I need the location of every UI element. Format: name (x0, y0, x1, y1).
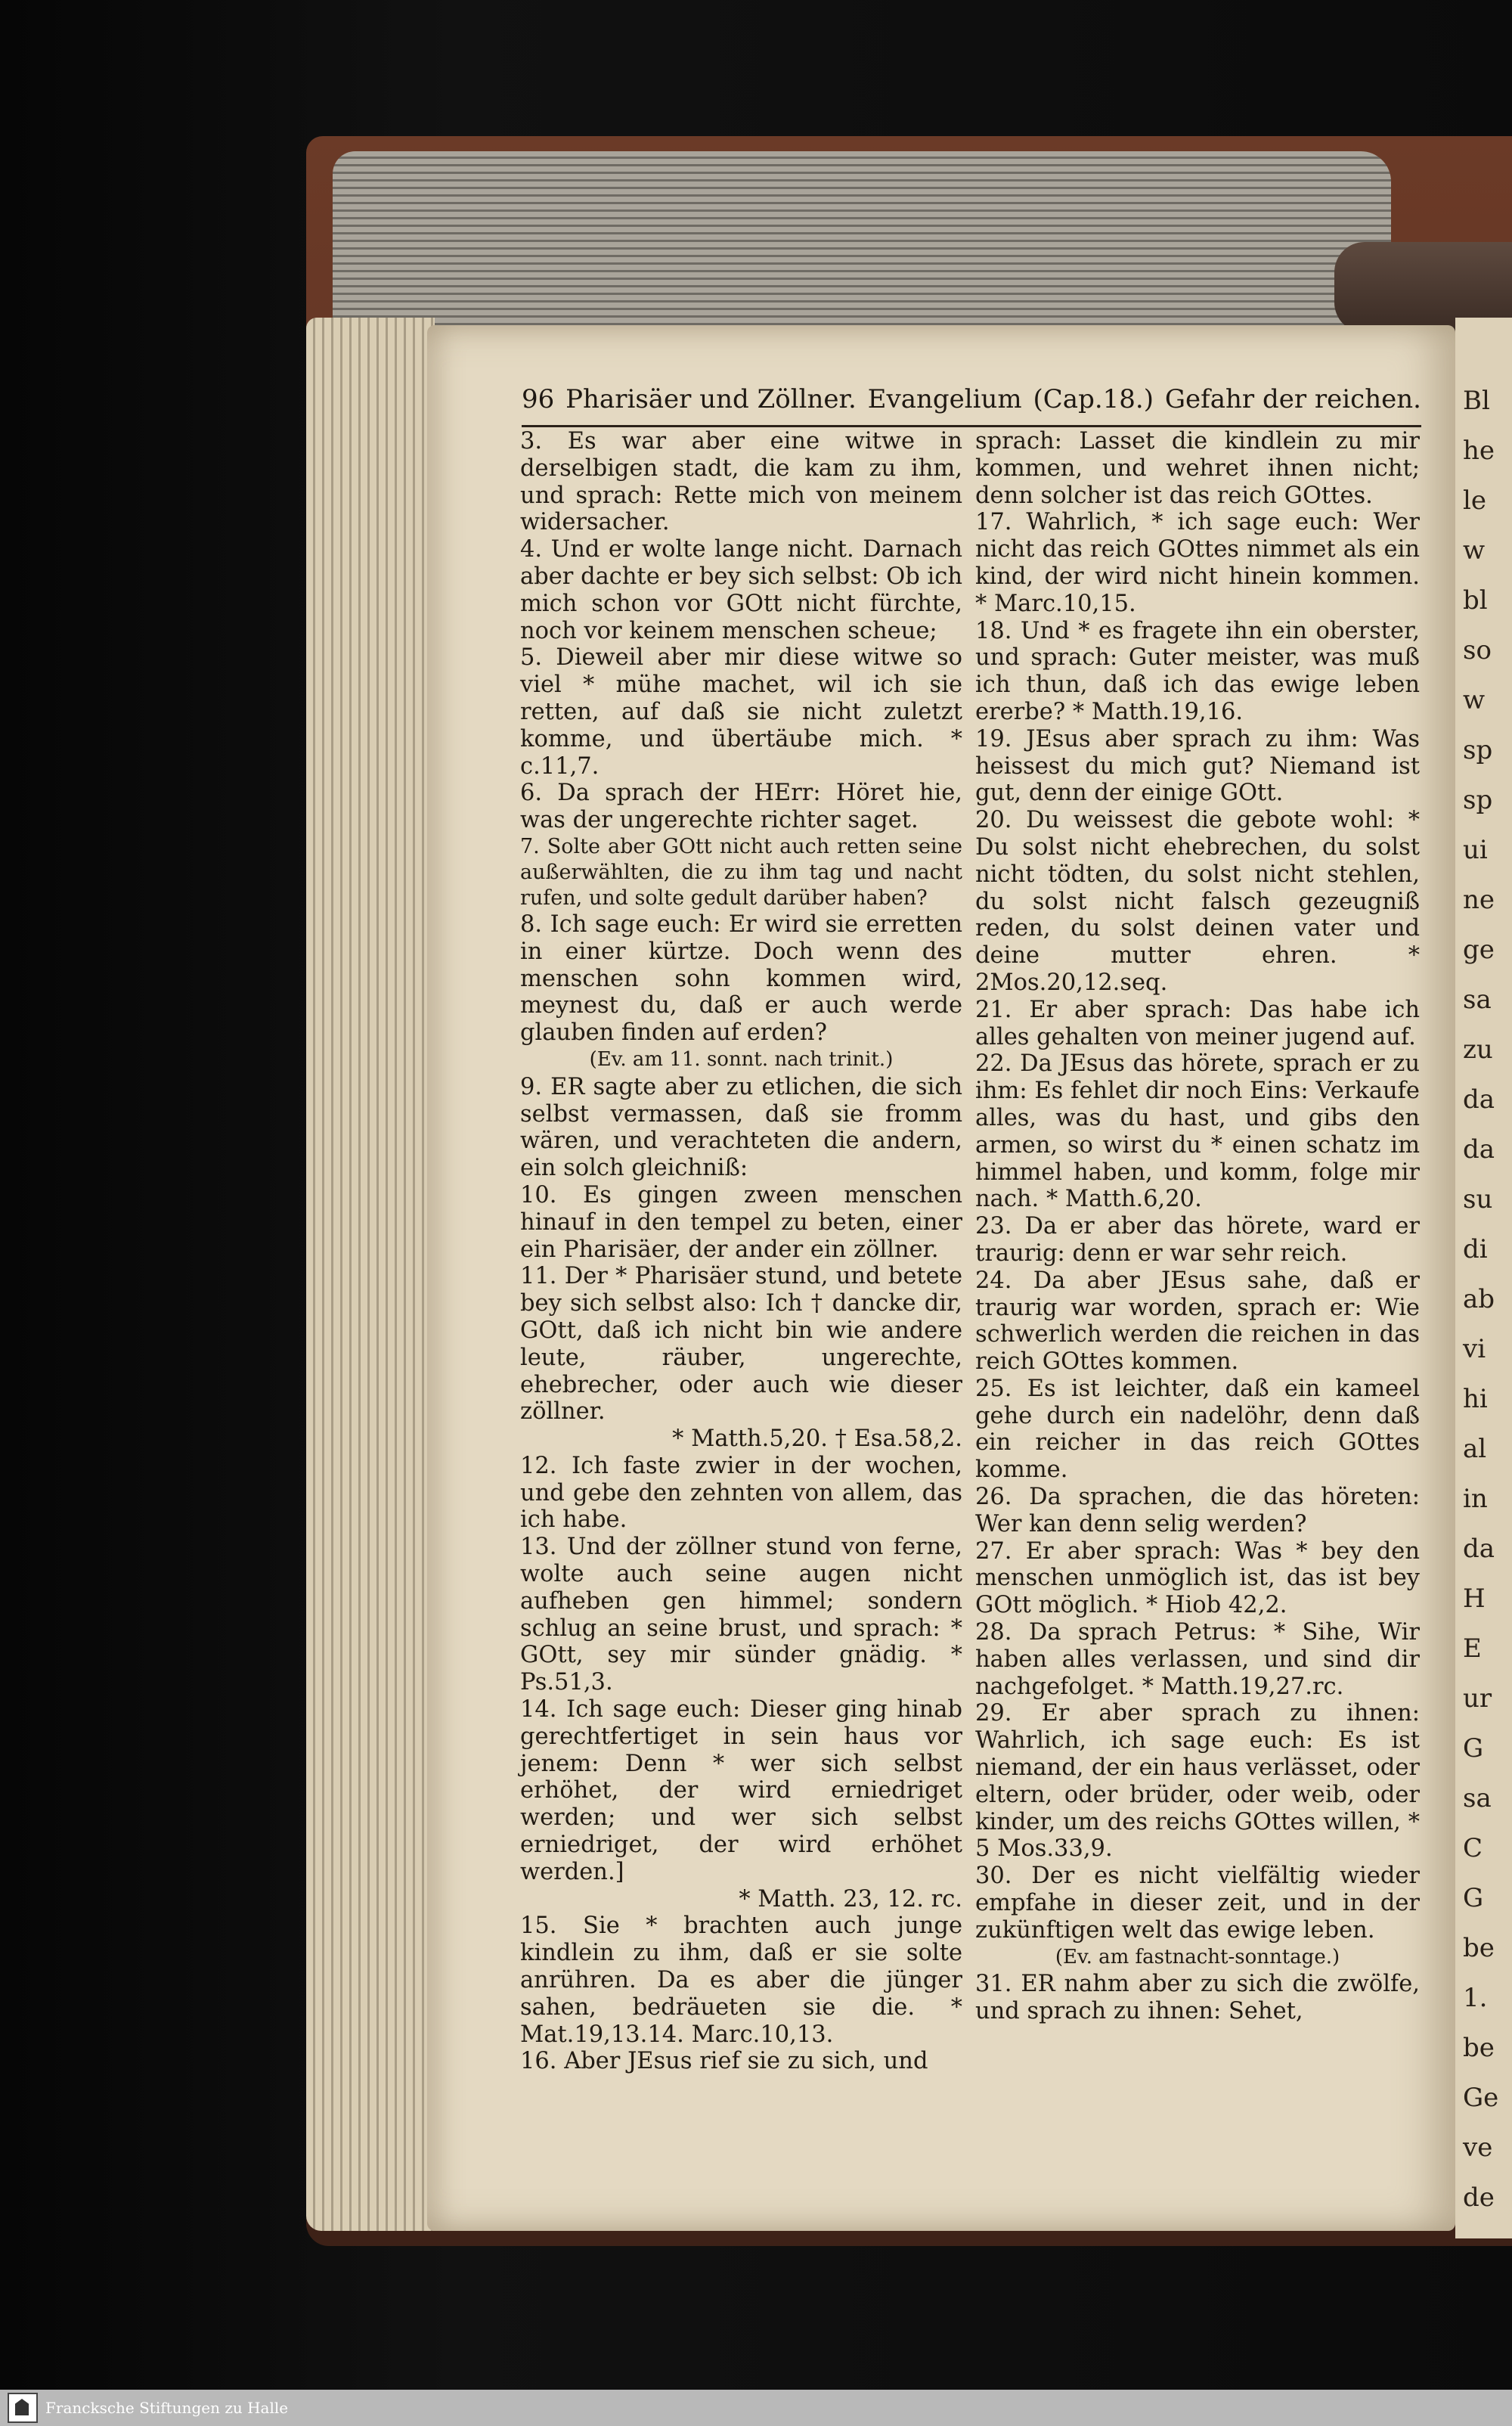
verse: 28. Da sprach Petrus: * Sihe, Wir haben alles verlassen, und sind dir nachgefolget. * Matth.19,27.rc. (975, 1619, 1420, 1700)
running-head (522, 384, 1421, 427)
facing-page-fragment: G (1463, 1883, 1484, 1913)
cross-reference: * Matth. 23, 12. rc. (739, 1885, 962, 1913)
page-number: 96 (522, 384, 555, 414)
verse: 21. Er aber sprach: Das habe ich alles gehalten von meiner jugend auf. (975, 996, 1420, 1050)
facing-page-fragment: in (1463, 1484, 1488, 1514)
verse: 29. Er aber sprach zu ihnen: Wahrlich, ich sage euch: Es ist niemand, der ein haus verlässet, oder eltern, oder brüder, oder weib, oder kinder, um des reichs GOttes willen, * 5 Mos.33,9. (975, 1700, 1420, 1863)
facing-page-fragment: da (1463, 1134, 1495, 1165)
facing-page-edge (1455, 318, 1512, 2238)
facing-page-fragment: ge (1463, 935, 1495, 965)
facing-page-fragment: E (1463, 1633, 1482, 1664)
footer-bar (0, 2390, 1512, 2426)
left-column (520, 428, 962, 2075)
facing-page-fragment: zu (1463, 1035, 1493, 1065)
facing-page-fragment: da (1463, 1084, 1495, 1115)
facing-page-fragment: le (1463, 486, 1486, 516)
verse: 26. Da sprachen, die das höreten: Wer kan denn selig werden? (975, 1484, 1420, 1537)
verse: 19. JEsus aber sprach zu ihm: Was heissest du mich gut? Niemand ist gut, denn der einige GOtt. (975, 725, 1420, 807)
verse: 12. Ich faste zwier in der wochen, und gebe den zehnten von allem, das ich habe. (520, 1452, 962, 1534)
head-chapter: (Cap.18.) (1033, 384, 1154, 414)
facing-page-fragment: he (1463, 436, 1495, 466)
verse: 9. ER sagte aber zu etlichen, die sich selbst vermassen, daß sie fromm wären, und verachteten die andern, ein solch gleichniß: (520, 1073, 962, 1182)
institution-logo-icon (8, 2393, 38, 2423)
facing-page-fragment: H (1463, 1584, 1486, 1614)
facing-page-fragment: 1. (1463, 1983, 1488, 2013)
verse: 16. Aber JEsus rief sie zu sich, und (520, 2048, 928, 2075)
facing-page-fragment: su (1463, 1184, 1493, 1215)
verse: 7. Solte aber GOtt nicht auch retten seine außerwählten, die zu ihm tag und nacht rufen, und solte gedult darüber haben? (520, 834, 962, 910)
head-right: Gefahr der reichen. (1164, 384, 1421, 414)
facing-page-fragment: Ge (1463, 2083, 1499, 2113)
verse: 27. Er aber sprach: Was * bey den menschen unmöglich ist, das ist bey GOtt möglich. * Hiob 42,2. (975, 1537, 1420, 1619)
page-edges-top (333, 151, 1391, 325)
facing-page-fragment: sp (1463, 785, 1493, 815)
head-left: Pharisäer und Zöllner. (565, 384, 857, 414)
facing-page-fragment: de (1463, 2182, 1495, 2213)
verse: 10. Es gingen zween menschen hinauf in den tempel zu beten, einer ein Pharisäer, der ander ein zöllner. (520, 1181, 962, 1263)
facing-page-fragment: G (1463, 1733, 1484, 1764)
verse: 24. Da aber JEsus sahe, daß er traurig war worden, sprach er: Wie schwerlich werden die reichen in das reich GOttes kommen. (975, 1267, 1420, 1376)
facing-page-fragment: ab (1463, 1284, 1495, 1314)
facing-page-fragment: hi (1463, 1384, 1488, 1414)
verse: 31. ER nahm aber zu sich die zwölfe, und sprach zu ihnen: Sehet, (975, 1971, 1420, 2025)
facing-page-fragment: w (1463, 535, 1486, 566)
verse: 30. Der es nicht vielfältig wieder empfahe in dieser zeit, und in der zukünftigen welt das ewige leben. (975, 1863, 1420, 1944)
verse: 20. Du weissest die gebote wohl: * Du solst nicht ehebrechen, du solst nicht tödten, du solst nicht stehlen, du solst nicht falsch gezeugniß reden, du solst deinen vater und deine mutter ehren. * 2Mos.20,12.seq. (975, 807, 1420, 996)
facing-page-fragment: w (1463, 685, 1486, 715)
facing-page-fragment: Bl (1463, 386, 1490, 416)
head-center: Evangelium (867, 384, 1022, 414)
facing-page-fragment: ne (1463, 885, 1495, 915)
section-heading: (Ev. am fastnacht-sonntage.) (1055, 1945, 1340, 1968)
verse: 17. Wahrlich, * ich sage euch: Wer nicht das reich GOttes nimmet als ein kind, der wird nicht hinein kommen. * Marc.10,15. (975, 509, 1420, 617)
facing-page-fragment: bl (1463, 585, 1488, 616)
facing-page-fragment: ui (1463, 835, 1488, 865)
footer-credit: Francksche Stiftungen zu Halle (45, 2399, 289, 2417)
verse: 11. Der * Pharisäer stund, und betete bey sich selbst also: Ich † dancke dir, GOtt, daß ich nicht bin wie andere leute, räuber, ungerechte, ehebrecher, oder auch wie dieser zöllner. (520, 1263, 962, 1426)
facing-page-fragment: sa (1463, 1783, 1492, 1813)
facing-page-fragment: di (1463, 1234, 1488, 1264)
facing-page-fragment: be (1463, 2033, 1495, 2063)
verse: 23. Da er aber das hörete, ward er traurig: denn er war sehr reich. (975, 1213, 1420, 1267)
verse: 18. Und * es fragete ihn ein oberster, und sprach: Guter meister, was muß ich thun, daß ich das ewige leben ererbe? * Matth.19,16. (975, 617, 1420, 725)
verse: 5. Dieweil aber mir diese witwe so viel * mühe machet, wil ich sie retten, auf daß sie nicht zuletzt komme, und übertäube mich. * c.11,7. (520, 644, 962, 780)
verse: 13. Und der zöllner stund von ferne, wolte auch seine augen nicht aufheben gen himmel; sondern schlug an seine brust, und sprach: * GOtt, sey mir sünder gnädig. * Ps.51,3. (520, 1534, 962, 1696)
verse: 8. Ich sage euch: Er wird sie erretten in einer kürtze. Doch wenn des menschen sohn kommen wird, meynest du, daß er auch werde glauben finden auf erden? (520, 911, 962, 1047)
verse: 22. Da JEsus das hörete, sprach er zu ihm: Es fehlet dir noch Eins: Verkaufe alles, was du hast, und gibs den armen, so wirst du * einen schatz im himmel haben, und komm, folge mir nach. * Matth.6,20. (975, 1050, 1420, 1213)
verse: 6. Da sprach der HErr: Höret hie, was der ungerechte richter saget. (520, 780, 962, 834)
section-heading: (Ev. am 11. sonnt. nach trinit.) (589, 1047, 894, 1071)
facing-page-fragment: C (1463, 1833, 1483, 1863)
verse: 15. Sie * brachten auch junge kindlein zu ihm, daß er sie solte anrühren. Da es aber die jünger sahen, bedräueten sie die. * Mat.19,13.14. Marc.10,13. (520, 1913, 962, 2048)
facing-page-fragment: al (1463, 1434, 1487, 1464)
verse: 4. Und er wolte lange nicht. Darnach aber dachte er bey sich selbst: Ob ich mich schon vor GOtt nicht fürchte, noch vor keinem menschen scheue; (520, 536, 962, 644)
right-column (975, 428, 1420, 2025)
verse: sprach: Lasset die kindlein zu mir kommen, und wehret ihnen nicht; denn solcher ist das reich GOttes. (975, 428, 1420, 509)
verse: 14. Ich sage euch: Dieser ging hinab gerechtfertiget in sein haus vor jenem: Denn * wer sich selbst erhöhet, der wird erniedriget werden; und wer sich selbst erniedriget, der wird erhöhet werden.] (520, 1696, 962, 1885)
cross-reference: * Matth.5,20. † Esa.58,2. (672, 1426, 962, 1453)
facing-page-fragment: be (1463, 1933, 1495, 1963)
facing-page-fragment: ur (1463, 1683, 1492, 1714)
facing-page-fragment: da (1463, 1534, 1495, 1564)
verse: 25. Es ist leichter, daß ein kameel gehe durch ein nadelöhr, denn daß ein reicher in das reich GOttes komme. (975, 1375, 1420, 1484)
facing-page-fragment: ve (1463, 2133, 1493, 2163)
facing-page-fragment: so (1463, 635, 1492, 665)
page-stack (306, 318, 435, 2231)
facing-page-fragment: sa (1463, 985, 1492, 1015)
verse: 3. Es war aber eine witwe in derselbigen stadt, die kam zu ihm, und sprach: Rette mich von meinem widersacher. (520, 428, 962, 536)
facing-page-fragment: sp (1463, 735, 1493, 765)
facing-page-fragment: vi (1463, 1334, 1486, 1364)
